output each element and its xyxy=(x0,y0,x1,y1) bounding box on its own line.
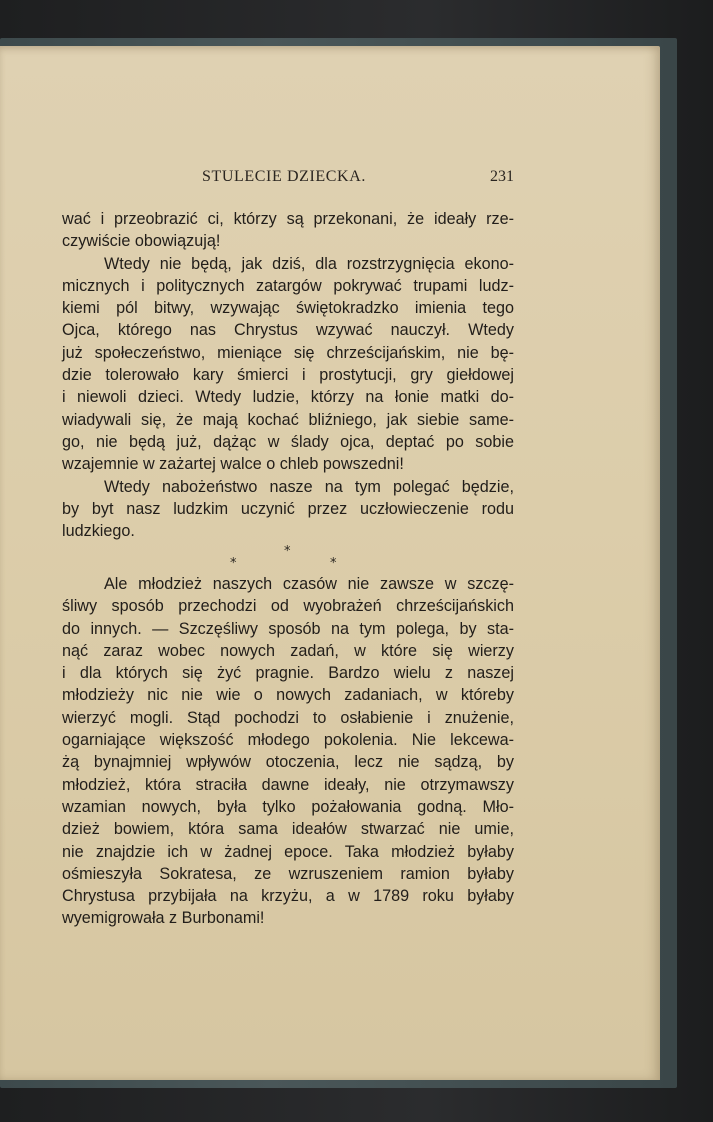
text-line: ośmieszyła Sokratesa, ze wzruszeniem ramion byłaby xyxy=(62,864,514,883)
text-line: Chrystusa przybijała na krzyżu, a w 1789 roku byłaby xyxy=(62,887,514,906)
text-block-upper xyxy=(62,208,514,542)
text-line: ogarniające większość młodego pokolenia. Nie lekcewa- xyxy=(62,731,514,750)
text-line: dzież bowiem, która sama ideałów stwarzać nie umie, xyxy=(62,820,514,839)
text-line: by byt nasz ludzkim uczynić przez uczłowieczenie rodu xyxy=(62,499,514,518)
text-line: wierzyć mogli. Stąd pochodzi to osłabienie i znużenie, xyxy=(62,708,514,727)
text-line: śliwy sposób przechodzi od wyobrażeń chrześcijańskich xyxy=(62,597,514,616)
text-line: wzajemnie w zażartej walce o chleb powszedni! xyxy=(62,455,404,474)
text-line: i niewoli dzieci. Wtedy ludzie, którzy na łonie matki do- xyxy=(62,388,514,407)
text-line: żą bynajmniej wpływów otoczenia, lecz nie sądzą, by xyxy=(62,753,514,772)
text-line: Wtedy nie będą, jak dziś, dla rozstrzygnięcia ekono- xyxy=(104,254,514,273)
asterisk: * xyxy=(284,544,291,559)
text-line: Ojca, którego nas Chrystus wzywać nauczył. Wtedy xyxy=(62,321,514,340)
text-line: wyemigrowała z Burbonami! xyxy=(62,909,265,928)
text-line: ludzkiego. xyxy=(62,522,135,541)
page-number: 231 xyxy=(490,168,514,185)
text-line: młodzież, która straciła dawne ideały, nie otrzymawszy xyxy=(62,775,514,794)
text-line: wać i przeobrazić ci, którzy są przekonani, że ideały rze- xyxy=(62,210,514,228)
running-head xyxy=(62,168,514,192)
text-line: do innych. — Szczęśliwy sposób na tym polega, by sta- xyxy=(62,619,514,638)
text-line: wzamian nowych, była tylko pożałowania godną. Mło- xyxy=(62,797,514,816)
text-line: nie znajdzie ich w żadnej epoce. Taka młodzież byłaby xyxy=(62,842,514,861)
running-title: STULECIE DZIECKA. xyxy=(202,168,366,185)
text-line: micznych i politycznych zatargów pokrywać trupami ludz- xyxy=(62,276,514,295)
text-line: już społeczeństwo, mieniące się chrześcijańskim, nie bę- xyxy=(62,343,514,362)
text-block-lower xyxy=(62,573,514,930)
text-line: go, nie będą już, dążąc w ślady ojca, deptać po sobie xyxy=(62,432,514,451)
text-line: młodzieży nic nie wie o nowych zadaniach, w któreby xyxy=(62,686,514,705)
text-line: Wtedy nabożeństwo nasze na tym polegać będzie, xyxy=(104,477,514,496)
text-line: i dla których się żyć pragnie. Bardzo wielu z naszej xyxy=(62,664,514,683)
text-line: nąć zaraz wobec nowych zadań, w które się wierzy xyxy=(62,641,514,660)
asterisk: * xyxy=(230,556,237,571)
text-line: wiadywali się, że mają kochać bliźniego, jak siebie same- xyxy=(62,410,514,429)
text-line: kiemi pól bitwy, wzywając świętokradzko imienia tego xyxy=(62,299,514,318)
text-line: Ale młodzież naszych czasów nie zawsze w szczę- xyxy=(104,575,514,593)
text-line: czywiście obowiązują! xyxy=(62,232,221,251)
asterisk: * xyxy=(330,556,337,571)
text-line: dzie tolerowało kary śmierci i prostytucji, gry giełdowej xyxy=(62,366,514,385)
